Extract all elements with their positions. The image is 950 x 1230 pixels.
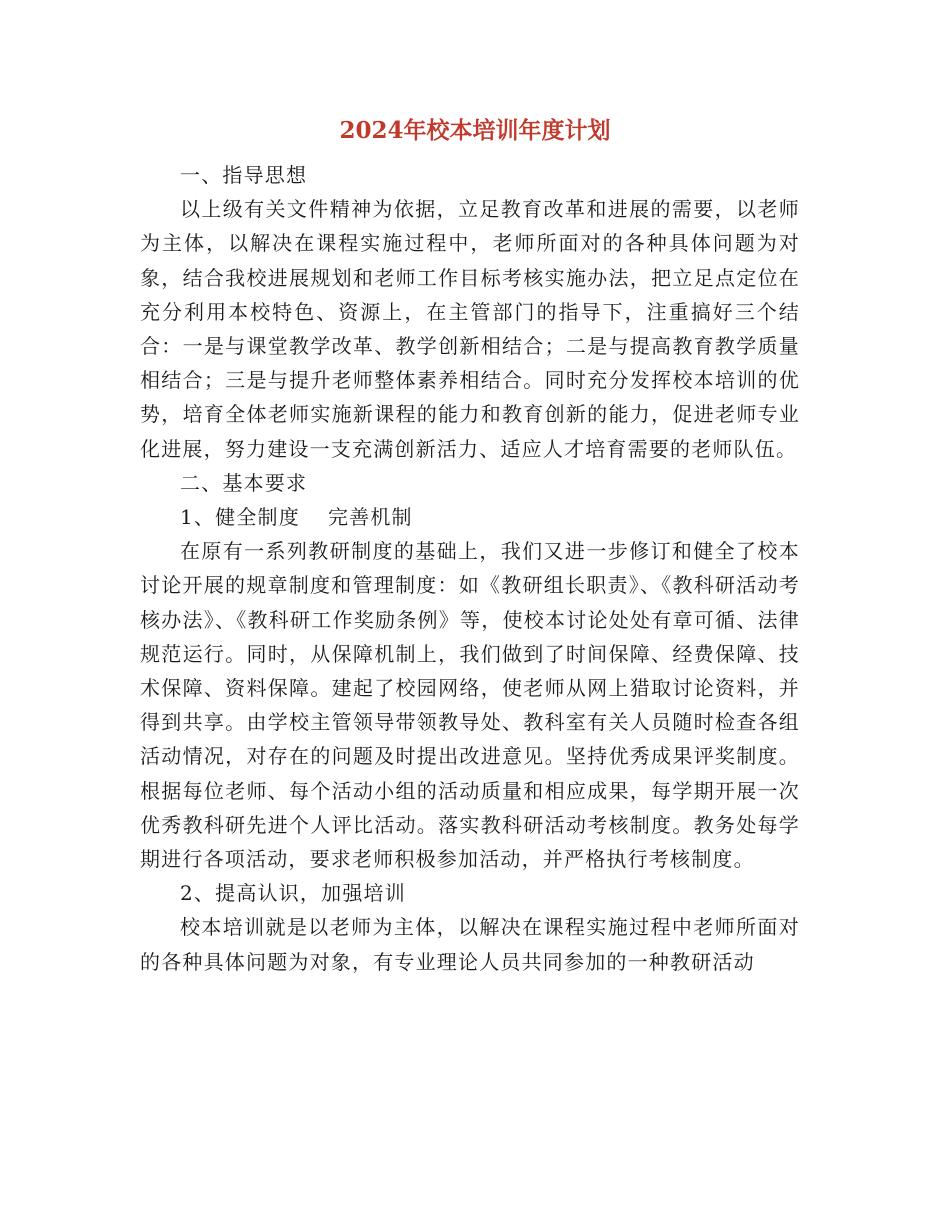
subsection-heading-system xyxy=(140,500,800,534)
subsection-heading-system-part1: 1、健全制度 xyxy=(180,505,300,530)
paragraph-training: 校本培训就是以老师为主体，以解决在课程实施过程中老师所面对的各种具体问题为对象，有专业理论人员共同参加的一种教研活动 xyxy=(140,915,800,974)
paragraph-guiding-thought: 以上级有关文件精神为依据，立足教育改革和进展的需要，以老师为主体，以解决在课程实施过程中，老师所面对的各种具体问题为对象，结合我校进展规划和老师工作目标考核实施办法，把立足点定位在充分利用本校特色、资源上，在主管部门的指导下，注重搞好三个结合：一是与课堂教学改革、教学创新相结合；二是与提高教育教学质量相结合；三是与提升老师整体素养相结合。同时充分发挥校本培训的优势，培育全体老师实施新课程的能力和教育创新的能力，促进老师专业化进展，努力建设一支充满创新活力、适应人才培育需要的老师队伍。 xyxy=(140,197,800,461)
subsection-heading-training: 2、提高认识，加强培训 xyxy=(180,881,406,906)
document-body xyxy=(140,158,800,979)
section-heading-basic-requirements: 二、基本要求 xyxy=(180,470,308,495)
section-heading-guiding-thought: 一、指导思想 xyxy=(180,163,308,187)
document-title: 2024年校本培训年度计划 xyxy=(339,117,611,144)
paragraph-system: 在原有一系列教研制度的基础上，我们又进一步修订和健全了校本讨论开展的规章制度和管理制度：如《教研组长职责》、《教科研活动考核办法》、《教科研工作奖励条例》等，使校本讨论处处有章可循、法律规范运行。同时，从保障机制上，我们做到了时间保障、经费保障、技术保障、资料保障。建起了校园网络，使老师从网上猎取讨论资料，并得到共享。由学校主管领导带领教导处、教科室有关人员随时检查各组活动情况，对存在的问题及时提出改进意见。坚持优秀成果评奖制度。根据每位老师、每个活动小组的活动质量和相应成果，每学期开展一次优秀教科研先进个人评比活动。落实教科研活动考核制度。教务处每学期进行各项活动，要求老师积极参加活动，并严格执行考核制度。 xyxy=(140,539,800,872)
subsection-heading-system-part2: 完善机制 xyxy=(327,505,413,530)
